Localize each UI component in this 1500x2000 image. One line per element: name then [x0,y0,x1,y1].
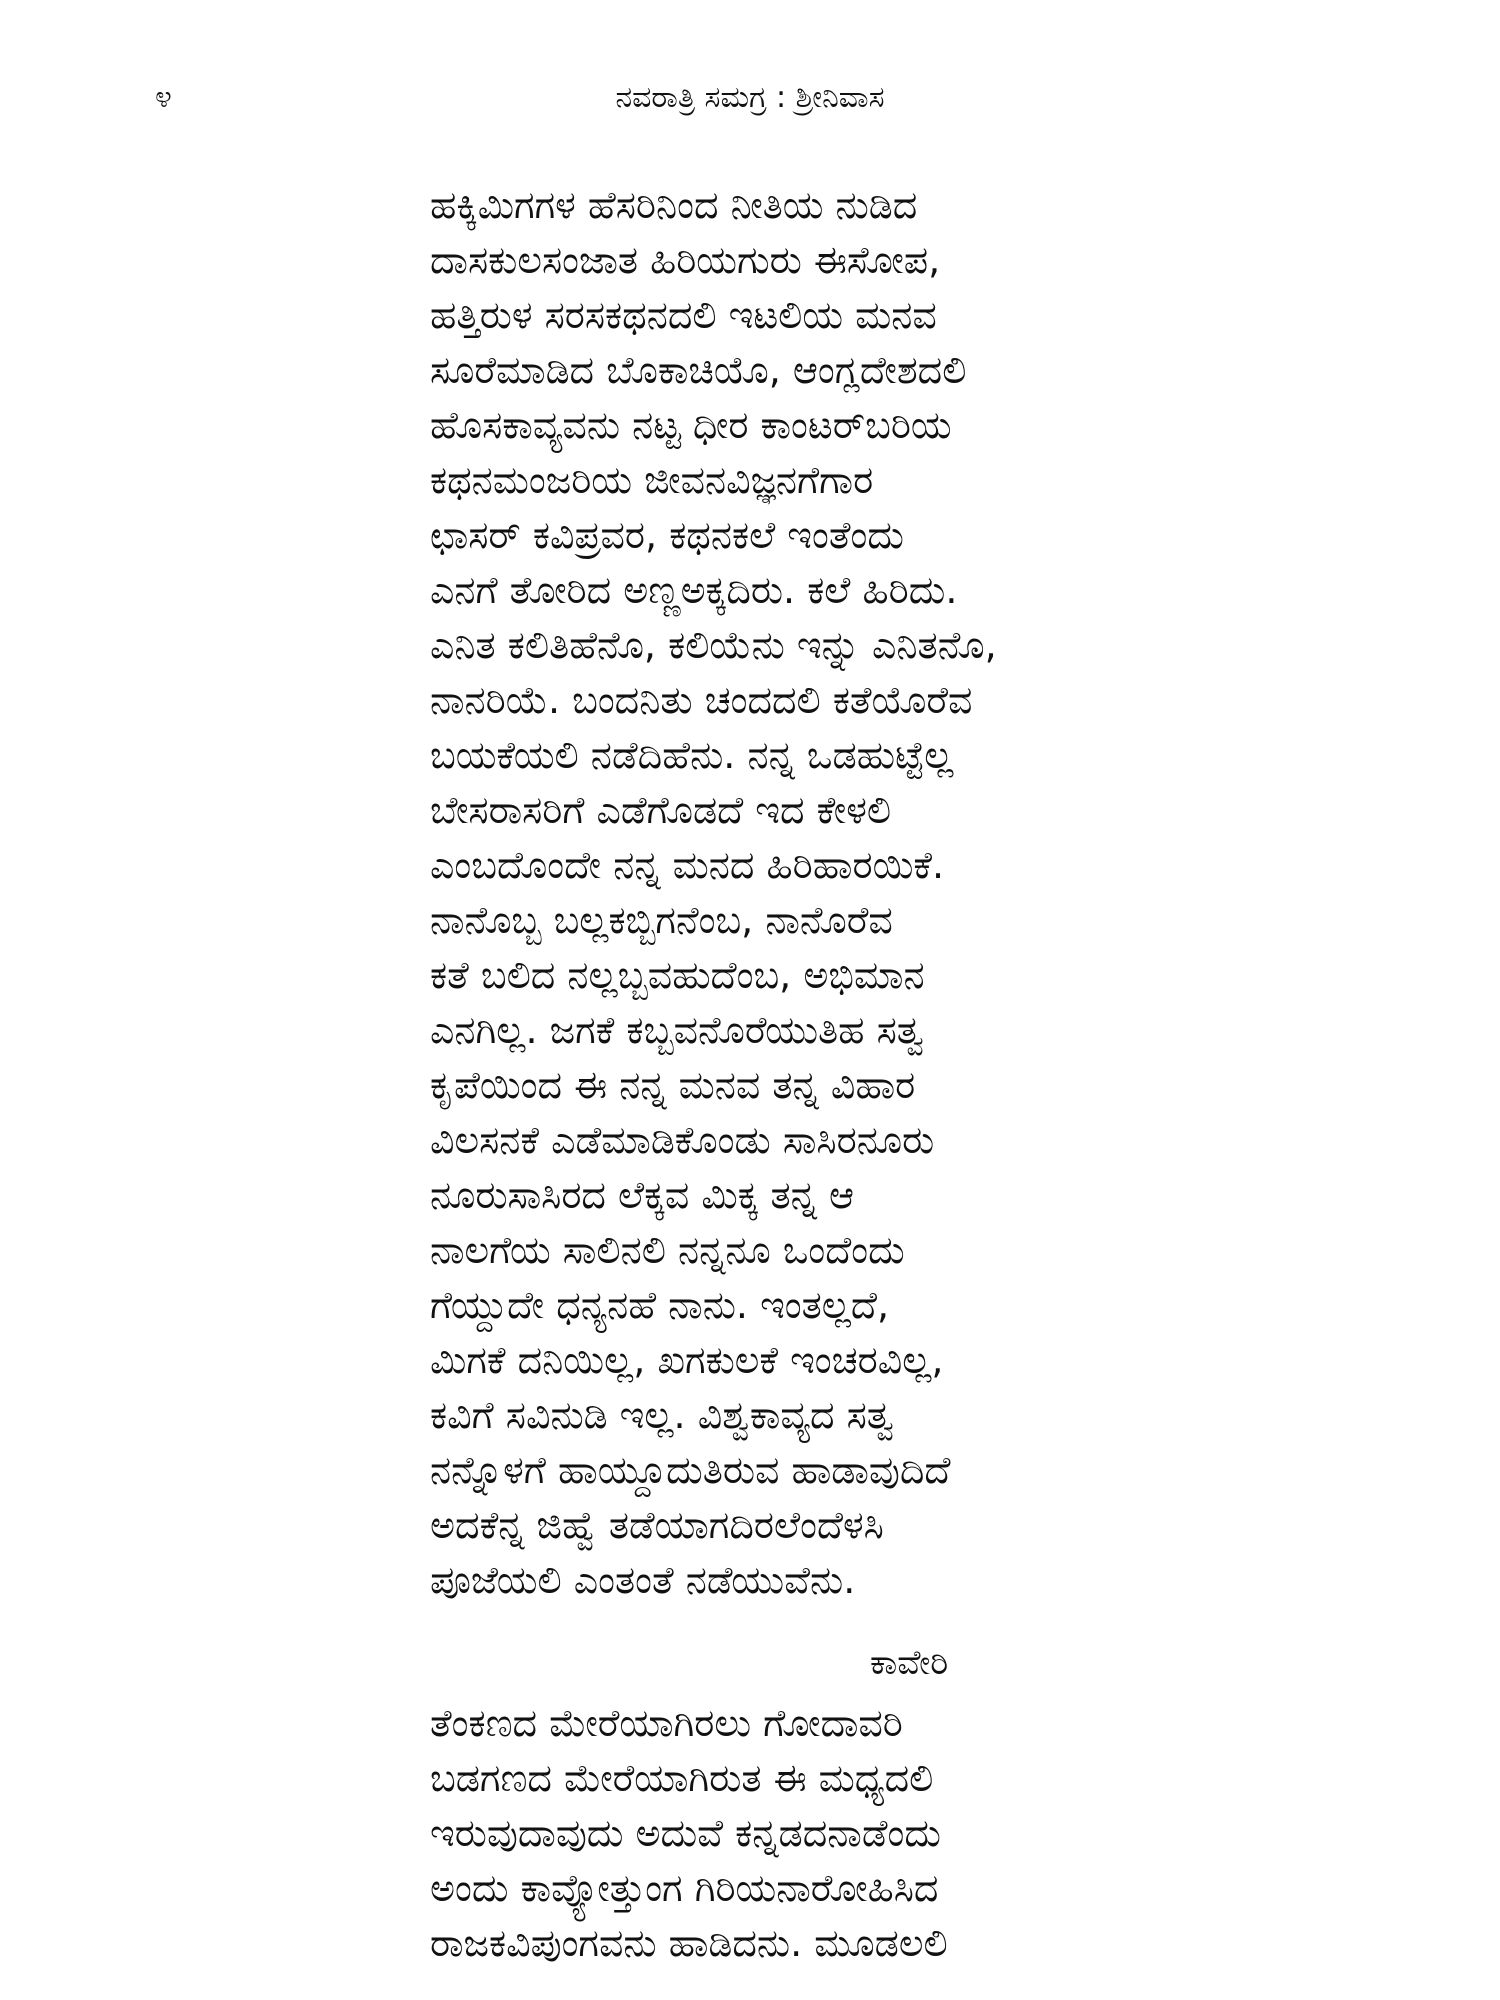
poem-line: ಕವಿಗೆ ಸವಿನುಡಿ ಇಲ್ಲ. ವಿಶ್ವಕಾವ್ಯದ ಸತ್ವ [430,1393,894,1437]
poem-line: ಪೂಜೆಯಲಿ ಎಂತಂತೆ ನಡೆಯುವೆನು. [430,1558,856,1602]
poem-line: ಸೂರೆಮಾಡಿದ ಬೊಕಾಚಿಯೊ, ಆಂಗ್ಲದೇಶದಲಿ [430,348,967,392]
poem-line: ನಾನೊಬ್ಬ ಬಲ್ಲಕಬ್ಬಿಗನೆಂಬ, ನಾನೊರೆವ [430,898,893,942]
poem-line: ನನ್ನೊಳಗೆ ಹಾಯ್ದೂದುತಿರುವ ಹಾಡಾವುದಿದೆ [430,1448,951,1492]
poem-line: ಎನಗೆ ತೋರಿದ ಅಣ್ಣಅಕ್ಕದಿರು. ಕಲೆ ಹಿರಿದು. [430,568,958,612]
poem-line: ಮಿಗಕೆ ದನಿಯಿಲ್ಲ, ಖಗಕುಲಕೆ ಇಂಚರವಿಲ್ಲ, [430,1338,944,1382]
poem-line: ತೆಂಕಣದ ಮೇರೆಯಾಗಿರಲು ಗೋದಾವರಿ [430,1701,903,1745]
running-header: ನವರಾತ್ರಿ ಸಮಗ್ರ : ಶ್ರೀನಿವಾಸ [615,80,885,115]
poem-line: ಬೇಸರಾಸರಿಗೆ ಎಡೆಗೊಡದೆ ಇದ ಕೇಳಲಿ [430,788,892,832]
poem-line: ನಾಲಗೆಯ ಸಾಲಿನಲಿ ನನ್ನನೂ ಒಂದೆಂದು [430,1228,905,1272]
poem-line: ರಾಜಕವಿಪುಂಗವನು ಹಾಡಿದನು. ಮೂಡಲಲಿ [430,1921,948,1965]
poem-line: ಬಯಕೆಯಲಿ ನಡೆದಿಹೆನು. ನನ್ನ ಒಡಹುಟ್ಟೆಲ್ಲ [430,733,954,777]
poem-line: ಹತ್ತಿರುಳ ಸರಸಕಥನದಲಿ ಇಟಲಿಯ ಮನವ [430,293,937,337]
poem-line: ಕಥನಮಂಜರಿಯ ಜೀವನವಿಜ್ಞನಗೆಗಾರ [430,458,874,502]
poem-body-2 [430,1696,1430,1971]
poem-line: ಕತೆ ಬಲಿದ ನಲ್ಲಬ್ಬವಹುದೆಂಬ, ಅಭಿಮಾನ [430,953,925,997]
poem-line: ಇರುವುದಾವುದು ಅದುವೆ ಕನ್ನಡದನಾಡೆಂದು [430,1811,942,1855]
poem-body [430,178,1430,1608]
poem-line: ವಿಲಸನಕೆ ಎಡೆಮಾಡಿಕೊಂಡು ಸಾಸಿರನೂರು [430,1118,935,1162]
poem-line: ಎಂಬದೊಂದೇ ನನ್ನ ಮನದ ಹಿರಿಹಾರಯಿಕೆ. [430,843,945,887]
page-number: ೪ [155,80,172,115]
poem-line: ಎನಗಿಲ್ಲ. ಜಗಕೆ ಕಬ್ಬವನೊರೆಯುತಿಹ ಸತ್ವ [430,1008,924,1052]
poem-line: ಅದಕೆನ್ನ ಜಿಹ್ವೆ ತಡೆಯಾಗದಿರಲೆಂದೆಳಸಿ [430,1503,884,1547]
poem-line: ಕೃಪೆಯಿಂದ ಈ ನನ್ನ ಮನವ ತನ್ನ ವಿಹಾರ [430,1063,916,1107]
poem-line: ಛಾಸರ್ ಕವಿಪ್ರವರ, ಕಥನಕಲೆ ಇಂತೆಂದು [430,513,904,557]
poem-line: ಎನಿತ ಕಲಿತಿಹೆನೊ, ಕಲಿಯೆನು ಇನ್ನು ಎನಿತನೊ, [430,623,997,667]
poem-line: ಅಂದು ಕಾವ್ಯೋತ್ತುಂಗ ಗಿರಿಯನಾರೋಹಿಸಿದ [430,1866,939,1910]
section-title: ಕಾವೇರಿ [870,1643,949,1683]
poem-line: ದಾಸಕುಲಸಂಜಾತ ಹಿರಿಯಗುರು ಈಸೋಪ, [430,238,941,282]
poem-line: ಹಕ್ಕಿಮಿಗಗಳ ಹೆಸರಿನಿಂದ ನೀತಿಯ ನುಡಿದ [430,183,918,227]
poem-line: ಹೊಸಕಾವ್ಯವನು ನಟ್ಟ ಧೀರ ಕಾಂಟರ್‌ಬರಿಯ [430,403,952,447]
poem-line: ಬಡಗಣದ ಮೇರೆಯಾಗಿರುತ ಈ ಮಧ್ಯದಲಿ [430,1756,934,1800]
poem-line: ನೂರುಸಾಸಿರದ ಲೆಕ್ಕವ ಮಿಕ್ಕ ತನ್ನ ಆ [430,1173,855,1217]
poem-line: ಗೆಯ್ದುದೇ ಧನ್ಯನಹೆ ನಾನು. ಇಂತಲ್ಲದೆ, [430,1283,890,1327]
poem-line: ನಾನರಿಯೆ. ಬಂದನಿತು ಚಂದದಲಿ ಕತೆಯೊರೆವ [430,678,973,722]
